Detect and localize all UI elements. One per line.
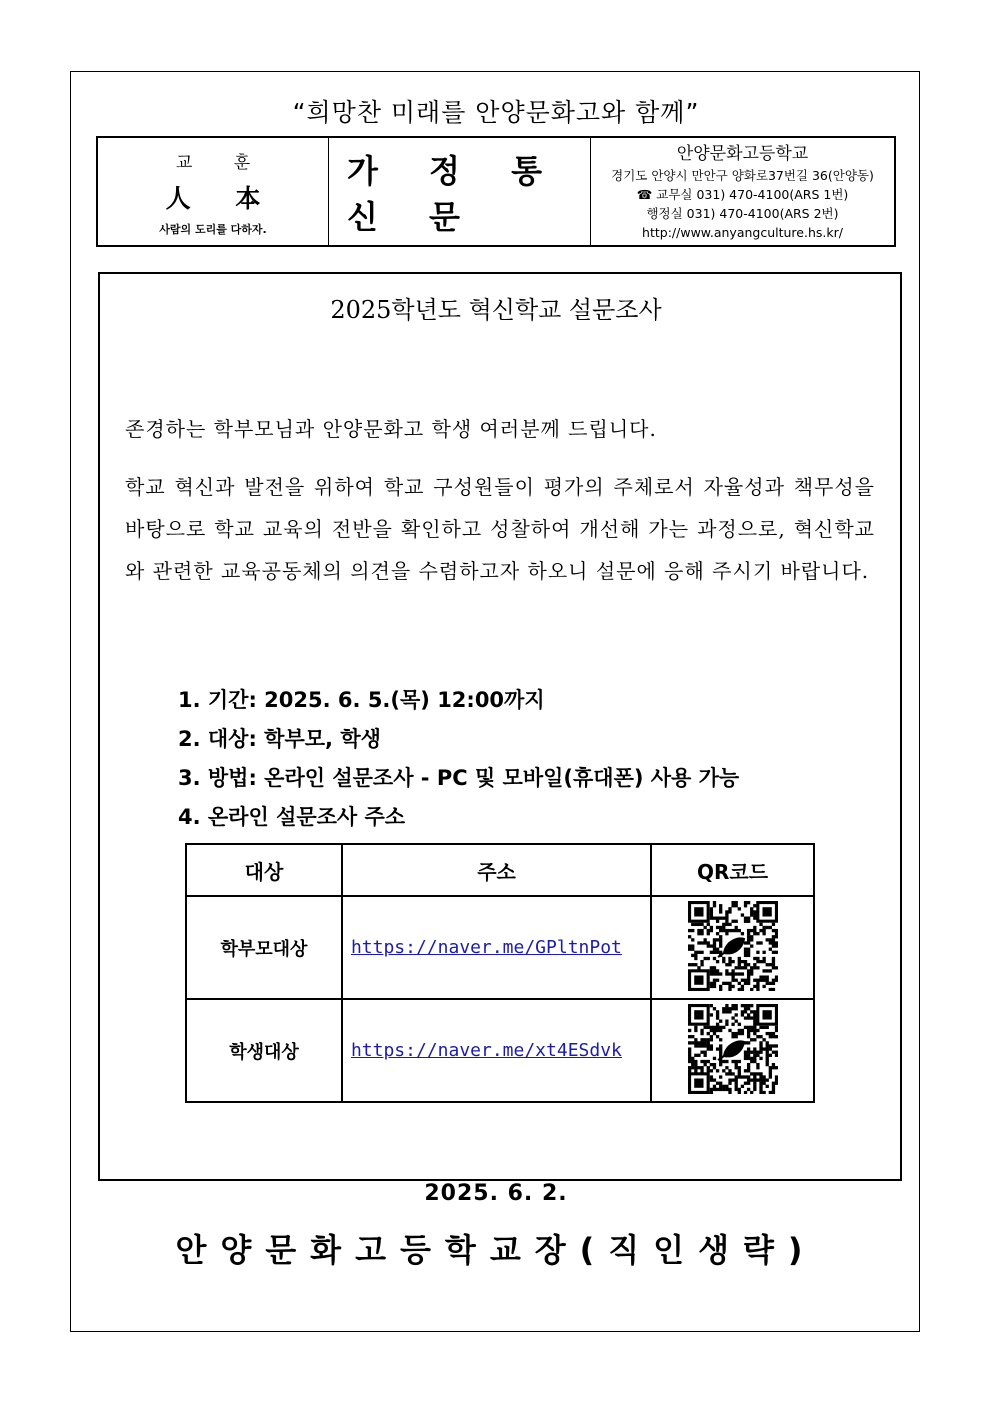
school-name: 안양문화고등학교 xyxy=(676,143,809,164)
notice-title: 2025학년도 혁신학교 설문조사 xyxy=(330,296,662,324)
motto-sub: 사람의 도리를 다하자. xyxy=(159,223,267,236)
row-url-cell xyxy=(342,999,651,1102)
qr-code-icon xyxy=(688,901,778,991)
school-website[interactable]: http://www.anyangculture.hs.kr/ xyxy=(642,224,843,240)
notice-body: 학교 혁신과 발전을 위하여 학교 구성원들이 평가의 주체로서 자율성과 책무성을 바탕으로 학교 교육의 전반을 확인하고 성찰하여 개선해 가는 과정으로, 혁신학교와 관련한 교육공동체의 의견을 수렴하고자 하오니 설문에 응해 주시기 바랍니다. xyxy=(125,475,875,583)
phone-admin: 행정실 031) 470-4100(ARS 2번) xyxy=(646,205,839,221)
parent-survey-link[interactable]: https://naver.me/GPltnPot xyxy=(350,937,622,958)
student-survey-link[interactable]: https://naver.me/xt4ESdvk xyxy=(350,1040,622,1061)
survey-table xyxy=(185,843,815,1103)
newsletter-title: 가 정 통 신 문 xyxy=(329,138,591,245)
item-period: 1. 기간: 2025. 6. 5.(목) 12:00까지 xyxy=(178,688,545,712)
school-motto-banner: “희망찬 미래를 안양문화고와 함께” xyxy=(292,98,700,127)
item-address: 4. 온라인 설문조사 주소 xyxy=(178,805,406,829)
phone-office: ☎ 교무실 031) 470-4100(ARS 1번) xyxy=(636,186,849,202)
header-qr: QR코드 xyxy=(651,844,814,896)
issue-date: 2025. 6. 2. xyxy=(424,1181,568,1206)
row-qr-cell xyxy=(651,999,814,1102)
qr-code-icon xyxy=(688,1004,778,1094)
motto-cell xyxy=(98,138,329,245)
header-target: 대상 xyxy=(186,844,342,896)
letterhead xyxy=(96,136,896,247)
principal-signature: 안양문화고등학교장(직인생략) xyxy=(175,1231,817,1269)
row-target: 학부모대상 xyxy=(186,896,342,999)
notice-items xyxy=(178,681,739,837)
table-row xyxy=(186,896,814,999)
row-url-cell xyxy=(342,896,651,999)
table-row xyxy=(186,999,814,1102)
item-audience: 2. 대상: 학부모, 학생 xyxy=(178,727,381,751)
motto-main: 人 本 xyxy=(165,184,279,213)
notice-greeting: 존경하는 학부모님과 안양문화고 학생 여러분께 드립니다. xyxy=(125,417,657,441)
school-address: 경기도 안양시 만안구 양화로37번길 36(안양동) xyxy=(611,167,874,183)
item-method: 3. 방법: 온라인 설문조사 - PC 및 모바일(휴대폰) 사용 가능 xyxy=(178,766,740,790)
row-qr-cell xyxy=(651,896,814,999)
school-info-cell xyxy=(591,138,894,245)
header-url: 주소 xyxy=(342,844,651,896)
row-target: 학생대상 xyxy=(186,999,342,1102)
motto-label: 교 훈 xyxy=(175,153,269,173)
table-header-row xyxy=(186,844,814,896)
